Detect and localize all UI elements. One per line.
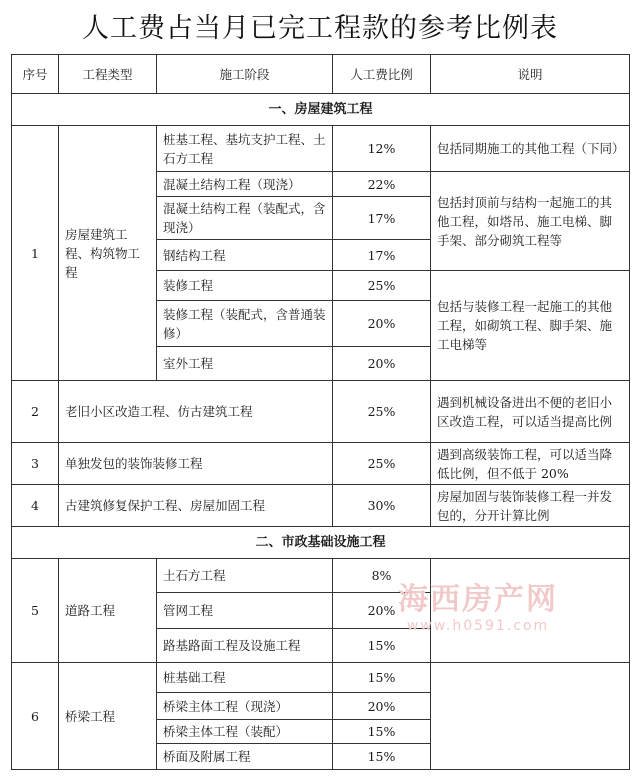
header-type: 工程类型 — [59, 55, 157, 94]
row-type: 房屋建筑工程、构筑物工程 — [59, 126, 157, 381]
row-note — [431, 559, 630, 663]
row-seq: 6 — [12, 663, 59, 770]
section-row — [12, 94, 630, 126]
row-ratio: 8% — [333, 559, 431, 593]
row-seq: 4 — [12, 485, 59, 527]
row-ratio: 12% — [333, 126, 431, 172]
row-ratio: 20% — [333, 593, 431, 629]
section-row — [12, 527, 630, 559]
row-ratio: 22% — [333, 172, 431, 197]
row-ratio: 17% — [333, 240, 431, 271]
section-heading: 二、市政基础设施工程 — [12, 527, 630, 559]
row-stage: 桥梁主体工程（现浇） — [157, 693, 333, 720]
table-row — [12, 126, 630, 172]
row-stage: 桥梁主体工程（装配） — [157, 720, 333, 744]
header-ratio: 人工费比例 — [333, 55, 431, 94]
row-stage: 混凝土结构工程（现浇） — [157, 172, 333, 197]
row-type: 单独发包的装饰装修工程 — [59, 443, 333, 485]
table-header-row — [12, 55, 630, 94]
row-ratio: 15% — [333, 629, 431, 663]
row-seq: 3 — [12, 443, 59, 485]
row-stage: 装修工程 — [157, 271, 333, 301]
row-ratio: 25% — [333, 381, 431, 443]
row-stage: 钢结构工程 — [157, 240, 333, 271]
row-ratio: 25% — [333, 271, 431, 301]
row-note: 房屋加固与装饰装修工程一并发包的，分开计算比例 — [431, 485, 630, 527]
row-ratio: 25% — [333, 443, 431, 485]
watermark-url: www.h0591.com — [406, 618, 550, 634]
row-type: 桥梁工程 — [59, 663, 157, 770]
row-stage: 装修工程（装配式，含普通装修） — [157, 301, 333, 347]
section-heading: 一、房屋建筑工程 — [12, 94, 630, 126]
header-note: 说明 — [431, 55, 630, 94]
row-ratio: 17% — [333, 197, 431, 240]
row-note: 遇到机械设备进出不便的老旧小区改造工程，可以适当提高比例 — [431, 381, 630, 443]
row-stage: 室外工程 — [157, 347, 333, 381]
table-row — [12, 663, 630, 693]
row-note: 包括与装修工程一起施工的其他工程，如砌筑工程、脚手架、施工电梯等 — [431, 271, 630, 381]
header-seq: 序号 — [12, 55, 59, 94]
row-stage: 土石方工程 — [157, 559, 333, 593]
row-note: 包括封顶前与结构一起施工的其他工程，如塔吊、施工电梯、脚手架、部分砌筑工程等 — [431, 172, 630, 271]
row-type: 古建筑修复保护工程、房屋加固工程 — [59, 485, 333, 527]
table-row — [12, 485, 630, 527]
row-type: 老旧小区改造工程、仿古建筑工程 — [59, 381, 333, 443]
row-stage: 混凝土结构工程（装配式，含现浇） — [157, 197, 333, 240]
table-row — [12, 381, 630, 443]
row-ratio: 15% — [333, 744, 431, 770]
table-row — [12, 559, 630, 593]
row-ratio: 15% — [333, 663, 431, 693]
row-stage: 桥面及附属工程 — [157, 744, 333, 770]
ratio-table — [11, 54, 630, 770]
row-stage: 管网工程 — [157, 593, 333, 629]
row-seq: 1 — [12, 126, 59, 381]
row-stage: 桩基础工程 — [157, 663, 333, 693]
row-ratio: 20% — [333, 347, 431, 381]
row-seq: 2 — [12, 381, 59, 443]
row-stage: 桩基工程、基坑支护工程、土石方工程 — [157, 126, 333, 172]
row-seq: 5 — [12, 559, 59, 663]
row-ratio: 20% — [333, 693, 431, 720]
table-row — [12, 443, 630, 485]
header-stage: 施工阶段 — [157, 55, 333, 94]
row-stage: 路基路面工程及设施工程 — [157, 629, 333, 663]
page-title: 人工费占当月已完工程款的参考比例表 — [82, 13, 558, 44]
row-ratio: 15% — [333, 720, 431, 744]
row-type: 道路工程 — [59, 559, 157, 663]
row-ratio: 30% — [333, 485, 431, 527]
row-ratio: 20% — [333, 301, 431, 347]
row-note: 包括同期施工的其他工程（下同） — [431, 126, 630, 172]
row-note — [431, 663, 630, 770]
row-note: 遇到高级装饰工程，可以适当降低比例，但不低于 20% — [431, 443, 630, 485]
watermark-text: 海西房产网 — [398, 582, 558, 617]
